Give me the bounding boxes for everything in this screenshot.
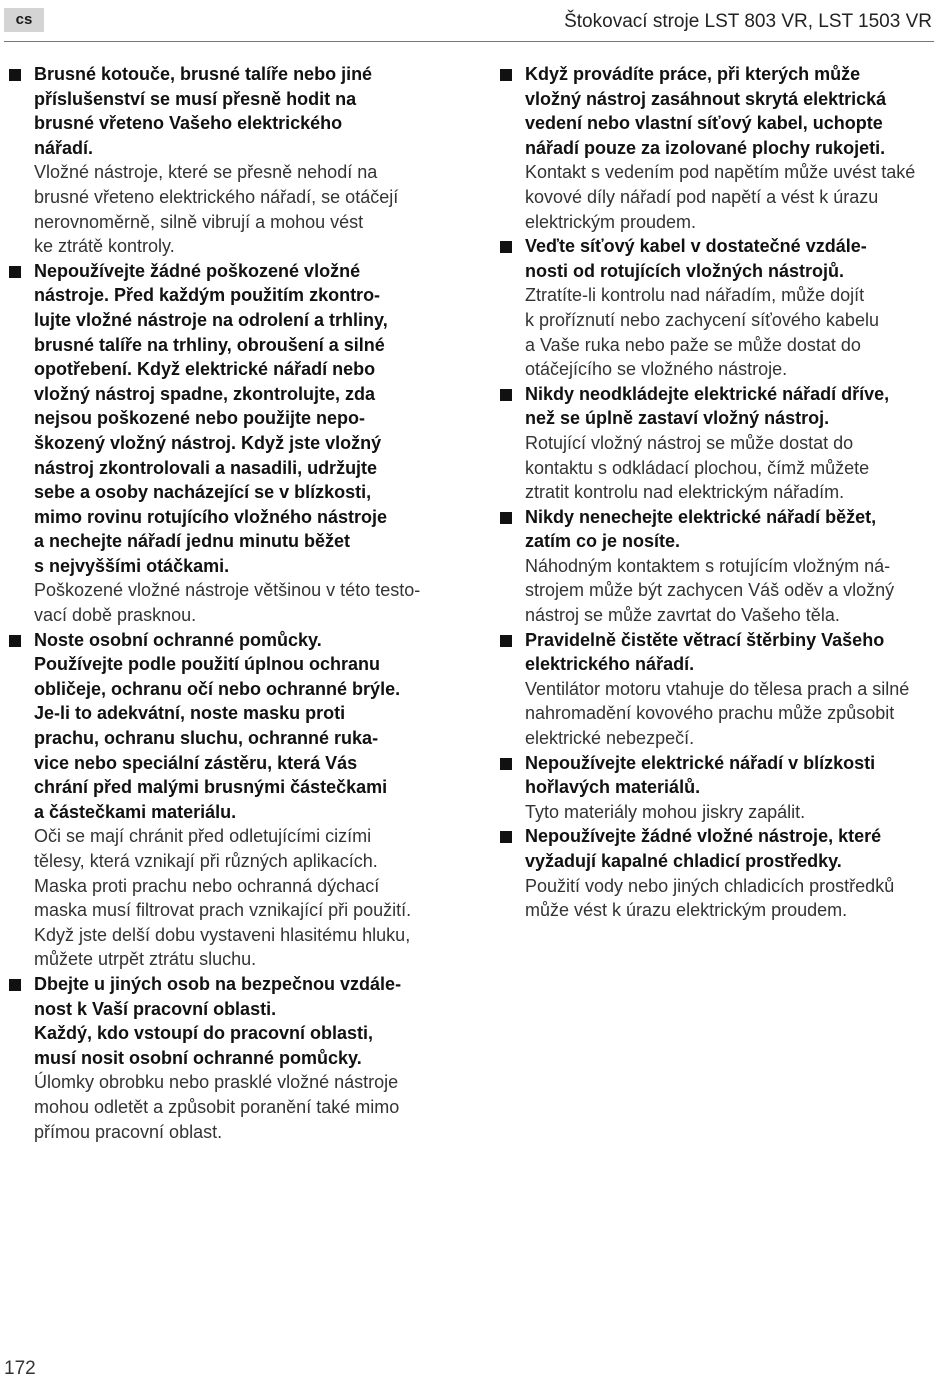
square-bullet-icon — [500, 241, 512, 253]
safety-item-explanation: Úlomky obrobku nebo prasklé vložné nástroje mohou odletět a způsobit poranění také mimo přímou pracovní oblast. — [34, 1072, 400, 1142]
safety-item-power-cable — [499, 234, 935, 382]
safety-item-liquid-coolants — [499, 824, 935, 922]
safety-item-explanation: Ztratíte-li kontrolu nad nářadím, může dojít k proříznutí nebo zachycení síťového kabelu a Vaše ruka nebo paže se může dostat do otáčejícího se vložného nástroje. — [525, 285, 879, 380]
safety-item-heading: Když provádíte práce, při kterých může vložný nástroj zasáhnout skrytá elektrická vedení nebo vlastní síťový kabel, uchopte nářadí pouze za izolované plochy rukojeti. — [525, 64, 887, 158]
safety-item-heading: Nikdy nenechejte elektrické nářadí běžet, zatím co je nosíte. — [525, 506, 877, 552]
right-column — [499, 62, 935, 923]
safety-item-heading: Nepoužívejte žádné poškozené vložné nástroje. Před každým použitím zkontro- lujte vložné nástroje na odrolení a trhliny, brusné talíře na trhliny, obroušení a silné opotřebení. Když elektrické nářadí nebo vložný nástroj spadne, zkontrolujte, zda nejsou poškozené nebo použijte nepo- škozený vložný nástroj. Když jste vložný nástroj zkontrolovali a nasadili, udržujte sebe a osoby nacházející se v blízkosti, mimo rovinu rotujícího vložného nástroje a nechejte nářadí jednu minutu běžet s nejvyššími otáčkami. — [34, 260, 388, 576]
safety-item-grinding-discs-fit — [8, 62, 450, 259]
square-bullet-icon — [500, 831, 512, 843]
safety-item-ventilation-slots — [499, 628, 935, 751]
safety-item-heading: Veďte síťový kabel v dostatečné vzdále- nosti od rotujících vložných nástrojů. — [525, 236, 867, 281]
square-bullet-icon — [500, 389, 512, 401]
square-bullet-icon — [9, 69, 21, 81]
square-bullet-icon — [500, 512, 512, 524]
safety-item-carrying-running — [499, 505, 935, 628]
square-bullet-icon — [500, 758, 512, 770]
square-bullet-icon — [9, 979, 21, 991]
safety-item-heading: Pravidelně čistěte větrací štěrbiny Vašeho elektrického nářadí. — [525, 629, 885, 675]
safety-item-explanation: Poškozené vložné nástroje většinou v této testo- vací době prasknou. — [34, 580, 421, 626]
page-number: 172 — [4, 1358, 36, 1379]
language-badge: cs — [4, 8, 44, 32]
safety-item-explanation: Ventilátor motoru vtahuje do tělesa prach a silné nahromadění kovového prachu může způsobit elektrické nebezpečí. — [525, 678, 910, 749]
safety-item-heading: Noste osobní ochranné pomůcky. Používejte podle použití úplnou ochranu obličeje, ochranu očí nebo ochranné brýle. Je-li to adekvátní, noste masku proti prachu, ochranu sluchu, ochranné ruka- vice nebo speciální zástěru, která Vás chrání před malými brusnými částečkami a částečkami materiálu. — [34, 629, 401, 822]
safety-item-protective-equipment — [8, 628, 450, 972]
safety-item-explanation: Kontakt s vedením pod napětím může uvést také kovové díly nářadí pod napětí a vést k úrazu elektrickým proudem. — [525, 162, 916, 232]
square-bullet-icon — [9, 266, 21, 278]
square-bullet-icon — [500, 635, 512, 647]
safety-item-put-down-tool — [499, 382, 935, 505]
safety-item-explanation: Použití vody nebo jiných chladicích prostředků může vést k úrazu elektrickým proudem. — [525, 875, 895, 921]
safety-item-explanation: Náhodným kontaktem s rotujícím vložným ná- strojem může být zachycen Váš oděv a vložný nástroj se může zavrtat do Vašeho těla. — [525, 555, 895, 626]
safety-item-heading: Dbejte u jiných osob na bezpečnou vzdále- nost k Vaší pracovní oblasti. Každý, kdo vstoupí do pracovní oblasti, musí nosit osobní ochranné pomůcky. — [34, 973, 402, 1068]
safety-item-heading: Nikdy neodkládejte elektrické nářadí dříve, než se úplně zastaví vložný nástroj. — [525, 383, 890, 429]
safety-item-explanation: Oči se mají chránit před odletujícími cizími tělesy, která vznikají při různých aplikacích. Maska proti prachu nebo ochranná dýchací maska musí filtrovat prach vznikající při použití. Když jste delší dobu vystaveni hlasitému hluku, můžete utrpět ztrátu sluchu. — [34, 826, 412, 970]
safety-item-explanation: Tyto materiály mohou jiskry zapálit. — [525, 801, 806, 822]
document-title: Štokovací stroje LST 803 VR, LST 1503 VR — [564, 11, 932, 32]
safety-item-hidden-wiring — [499, 62, 935, 234]
safety-item-explanation: Vložné nástroje, které se přesně nehodí na brusné vřeteno elektrického nářadí, se otáčejí nerovnoměrně, silně vibrují a mohou vést ke ztrátě kontroly. — [34, 162, 399, 257]
left-column — [8, 62, 450, 1144]
square-bullet-icon — [9, 635, 21, 647]
safety-item-heading: Nepoužívejte žádné vložné nástroje, které vyžadují kapalné chladicí prostředky. — [525, 826, 882, 871]
safety-item-explanation: Rotující vložný nástroj se může dostat do kontaktu s odkládací plochou, čímž můžete ztratit kontrolu nad elektrickým nářadím. — [525, 432, 870, 503]
safety-item-heading: Nepoužívejte elektrické nářadí v blízkosti hořlavých materiálů. — [525, 752, 876, 798]
safety-item-safe-distance — [8, 972, 450, 1144]
header-divider — [4, 41, 934, 42]
safety-item-flammable-materials — [499, 751, 935, 825]
square-bullet-icon — [500, 69, 512, 81]
safety-item-damaged-tools — [8, 259, 450, 628]
safety-item-heading: Brusné kotouče, brusné talíře nebo jiné příslušenství se musí přesně hodit na brusné vřeteno Vašeho elektrického nářadí. — [34, 64, 373, 158]
